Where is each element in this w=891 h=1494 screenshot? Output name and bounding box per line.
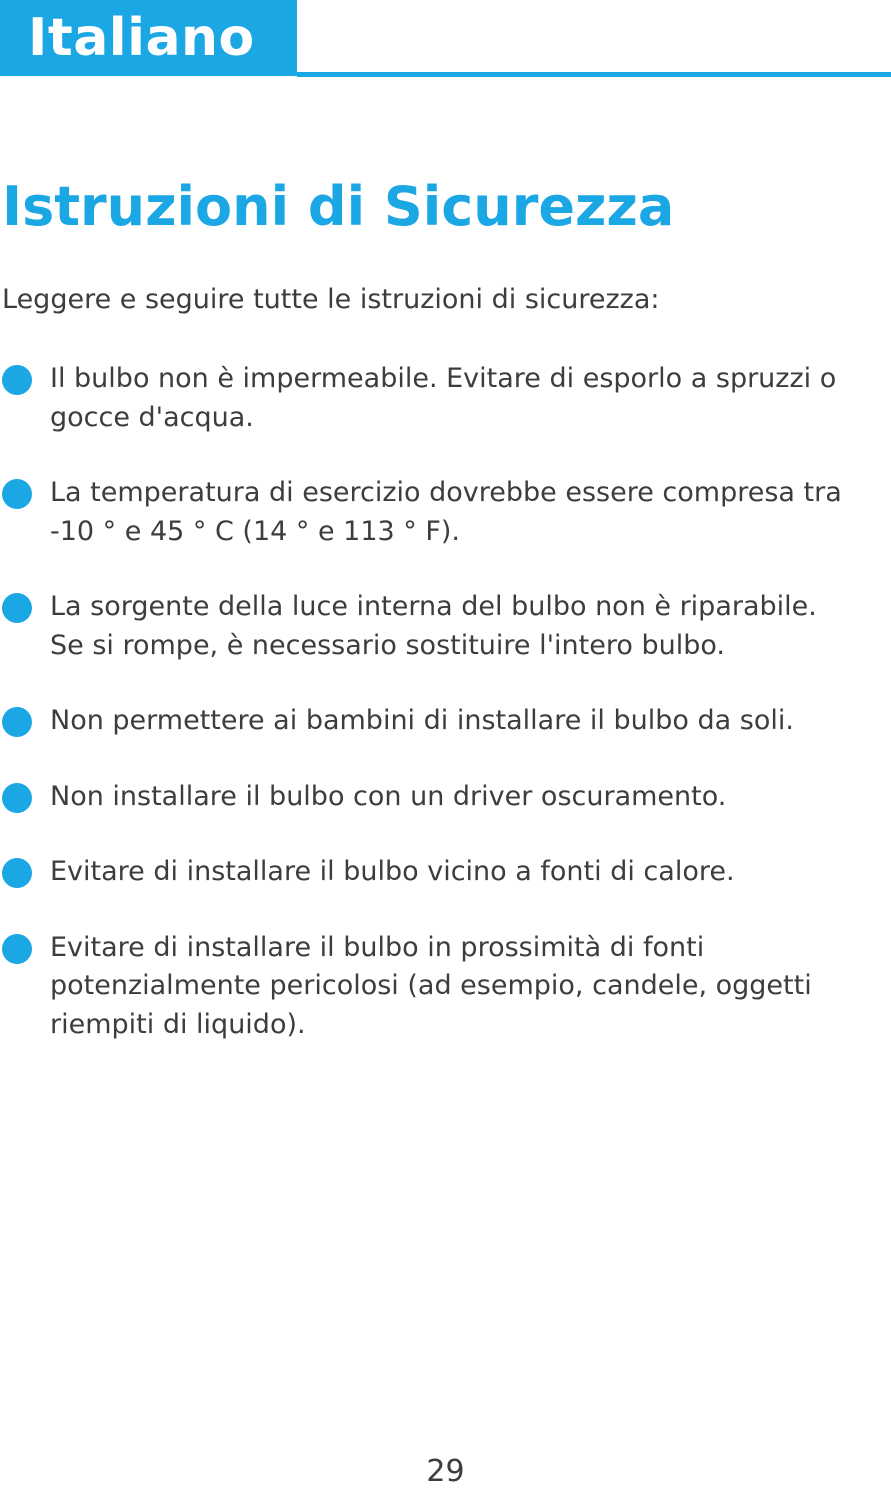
bullet-icon xyxy=(2,479,32,509)
intro-text: Leggere e seguire tutte le istruzioni di sicurezza: xyxy=(2,284,660,315)
header-rule xyxy=(297,72,891,77)
list-item xyxy=(0,778,891,817)
bullet-icon xyxy=(2,934,32,964)
page-title: Istruzioni di Sicurezza xyxy=(2,175,675,238)
list-item xyxy=(0,929,891,1045)
instruction-text: La temperatura di esercizio dovrebbe essere compresa tra -10 ° e 45 ° C (14 ° e 113 ° F). xyxy=(50,477,842,547)
bullet-icon xyxy=(2,365,32,395)
bullet-icon xyxy=(2,783,32,813)
bullet-icon xyxy=(2,593,32,623)
instruction-text: Evitare di installare il bulbo vicino a fonti di calore. xyxy=(50,856,735,887)
language-label: Italiano xyxy=(28,8,255,68)
list-item xyxy=(0,474,891,551)
bullet-icon xyxy=(2,858,32,888)
instruction-text: La sorgente della luce interna del bulbo non è riparabile. Se si rompe, è necessario sostituire l'intero bulbo. xyxy=(50,591,817,661)
list-item xyxy=(0,702,891,741)
instruction-text: Evitare di installare il bulbo in prossimità di fonti potenzialmente pericolosi (ad esempio, candele, oggetti riempiti di liquido). xyxy=(50,931,812,1040)
list-item xyxy=(0,853,891,892)
instruction-text: Il bulbo non è impermeabile. Evitare di esporlo a spruzzi o gocce d'acqua. xyxy=(50,363,837,433)
list-item xyxy=(0,360,891,437)
instruction-text: Non installare il bulbo con un driver oscuramento. xyxy=(50,780,727,812)
safety-instructions-list xyxy=(0,360,891,1081)
list-item xyxy=(0,588,891,665)
language-tab xyxy=(0,0,297,76)
bullet-icon xyxy=(2,707,32,737)
instruction-text: Non permettere ai bambini di installare il bulbo da soli. xyxy=(50,705,794,736)
page-number: 29 xyxy=(426,1454,465,1489)
